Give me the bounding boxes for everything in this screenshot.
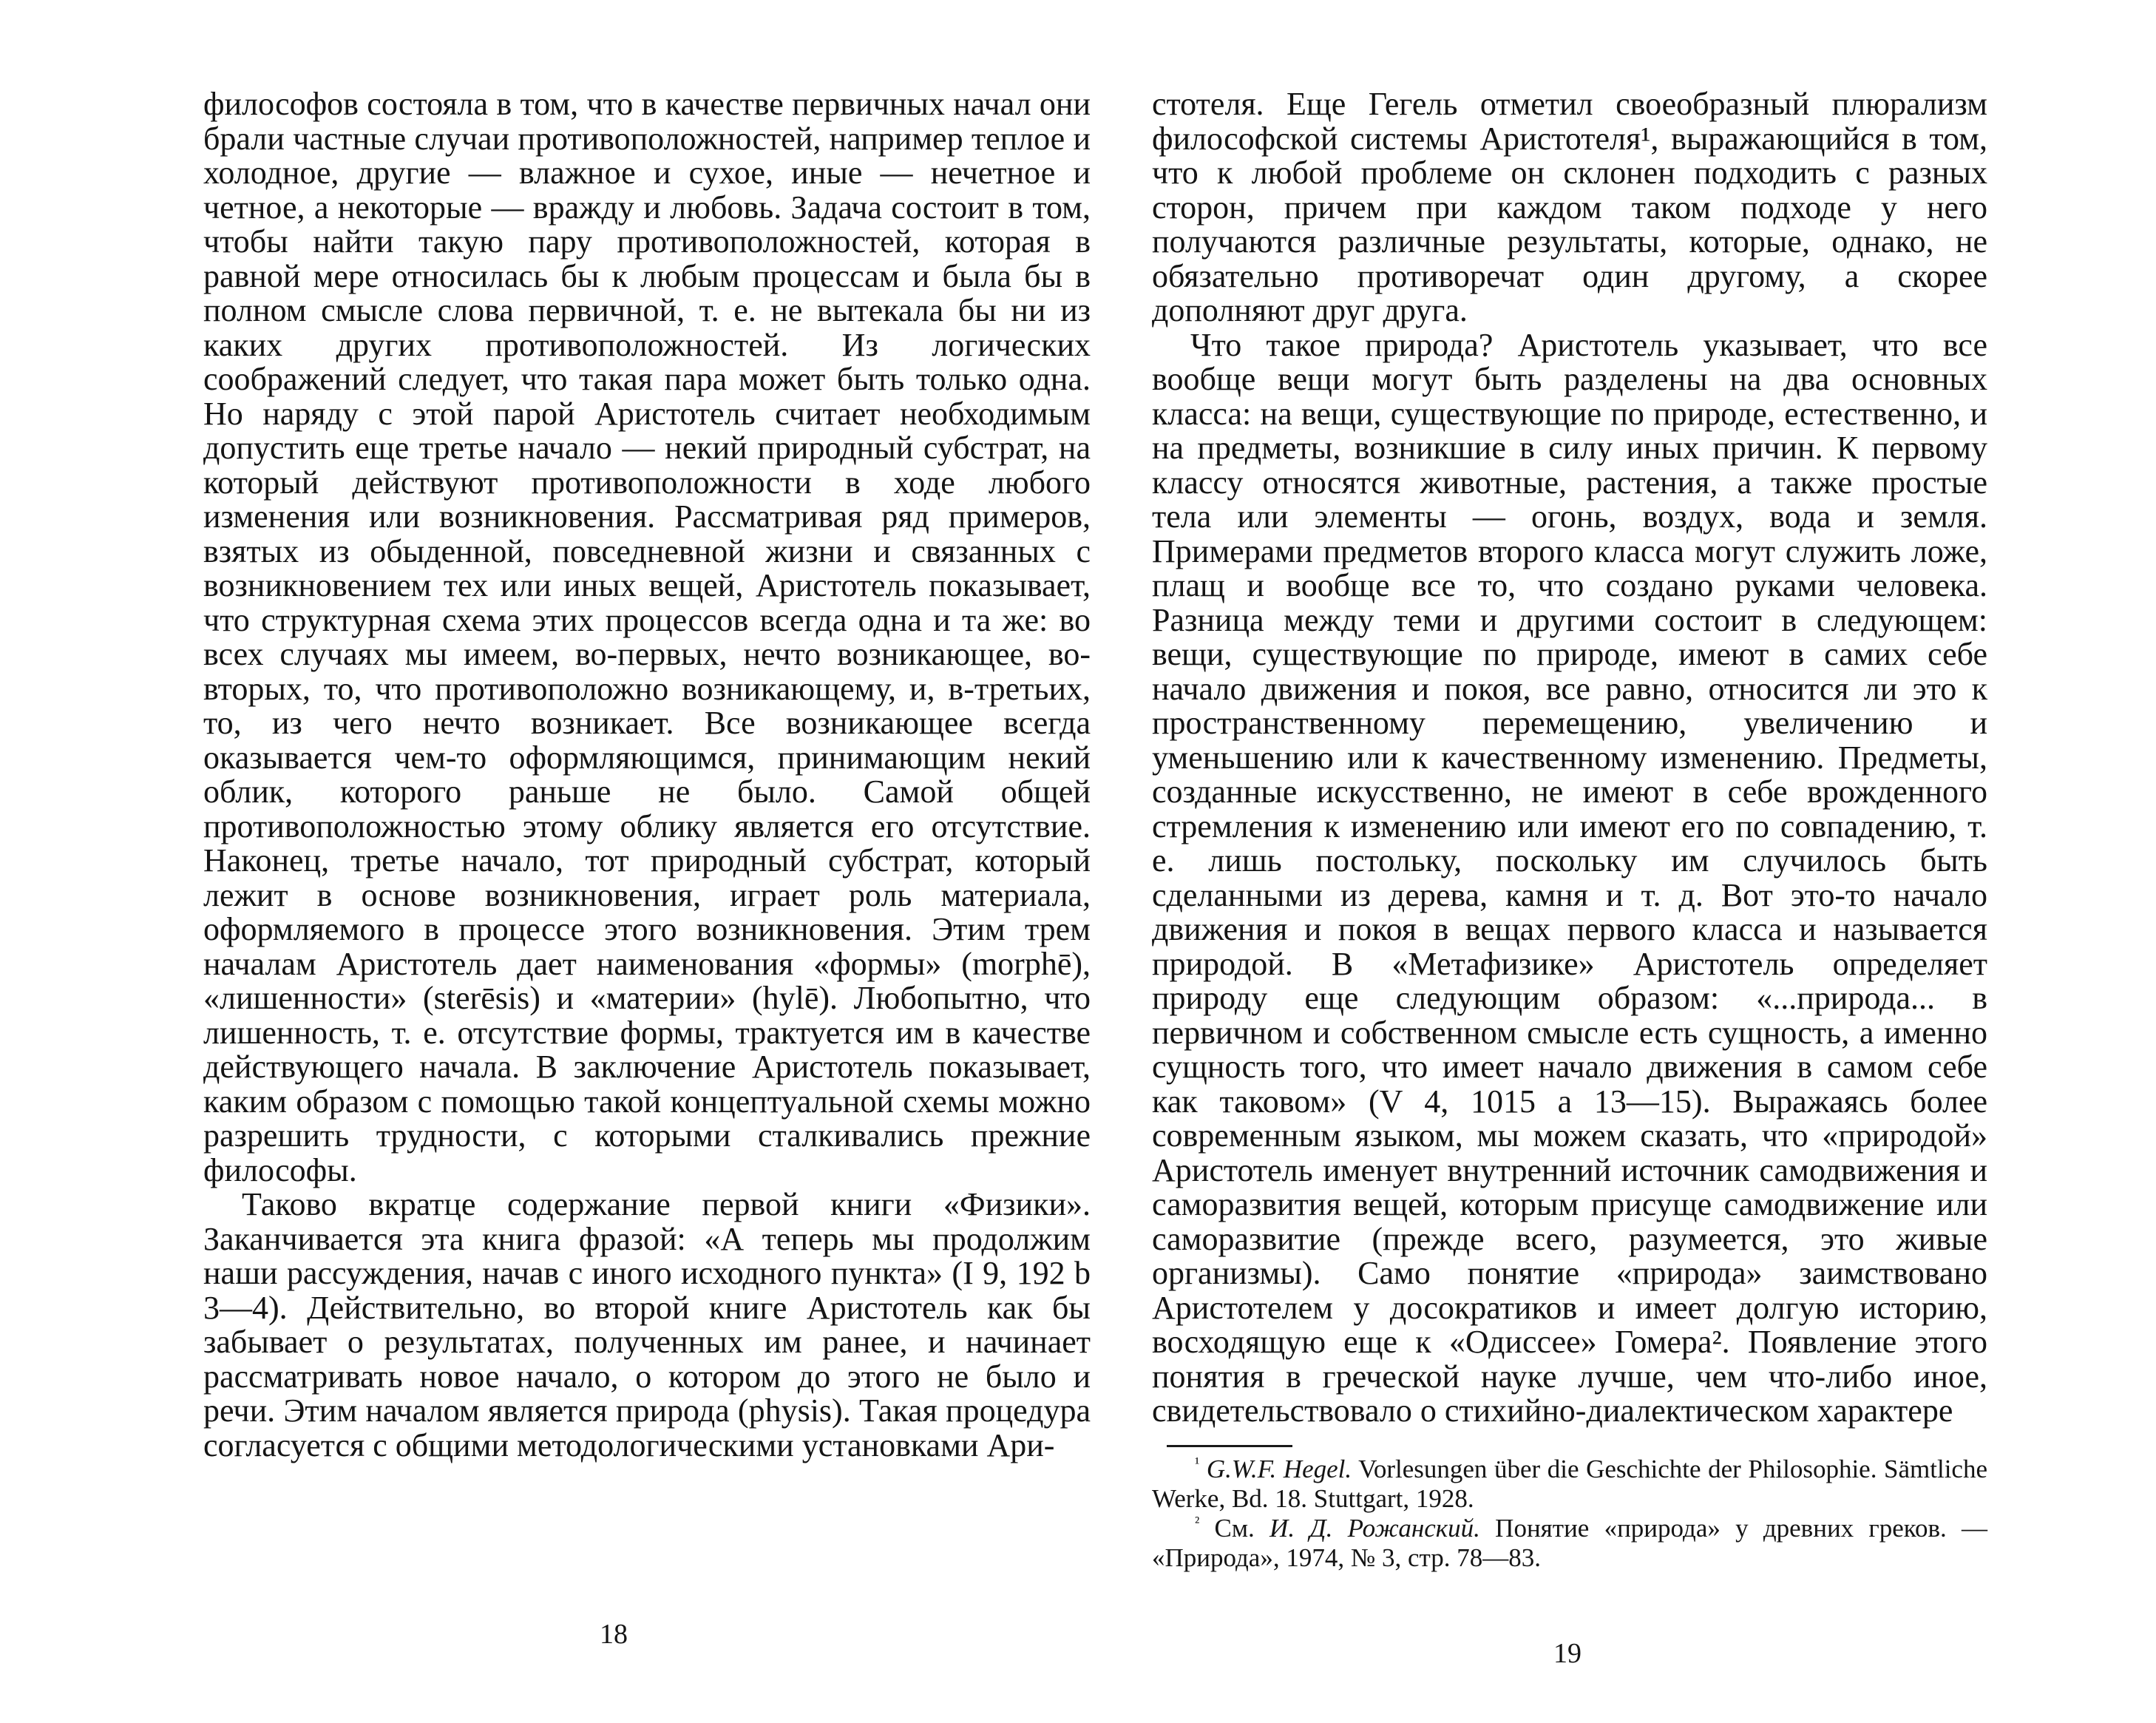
right-page-number: 19 — [1553, 1638, 1582, 1669]
left-paragraph-2: Таково вкратце содержание первой книги «Физики». Заканчивается эта книга фразой: «А теперь мы продолжим наши рассуждения, начав с иного исходного пункта» (I 9, 192 b 3—4). Действительно, во второй книге Аристотель как бы забывает о результатах, полученных им ранее, и начинает рассматривать новое начало, о котором до этого не было и речи. Этим началом является природа (physis). Такая процедура согласуется с общими методологическими установками Ари- — [203, 1186, 1091, 1463]
footnote-1-marker: ¹ — [1195, 1453, 1200, 1472]
footnote-2-prefix: См. — [1214, 1513, 1255, 1543]
footnote-2 — [1152, 1514, 1987, 1573]
footnote-2-marker: ² — [1195, 1512, 1200, 1531]
right-page — [1152, 87, 1987, 1573]
left-page — [203, 87, 1091, 1463]
left-paragraph-1: философов состояла в том, что в качестве первичных начал они брали частные случаи противоположностей, например теплое и холодное, другие — влажное и сухое, иные — нечетное и четное, а некоторые — вражду и любовь. Задача состоит в том, чтобы найти такую пару противоположностей, которая в равной мере относилась бы к любым процессам и была бы в полном смысле слова первичной, т. е. не вытекала бы ни из каких других противоположностей. Из логических соображений следует, что такая пара может быть только одна. Но наряду с этой парой Аристотель считает необходимым допустить еще третье начало — некий природный субстрат, на который действуют противоположности в ходе любого изменения или возникновения. Рассматривая ряд примеров, взятых из обыденной, повседневной жизни и связанных с возникновением тех или иных вещей, Аристотель показывает, что структурная схема этих процессов всегда одна и та же: во всех случаях мы имеем, во-первых, нечто возникающее, во-вторых, то, что противоположно возникающему, и, в-третьих, то, из чего нечто возникает. Все возникающее всегда оказывается чем-то оформляющимся, принимающим некий облик, которого раньше не было. Самой общей противоположностью этому облику является его отсутствие. Наконец, третье начало, тот природный субстрат, который лежит в основе возникновения, играет роль материала, оформляемого в процессе этого возникновения. Этим трем началам Аристотель дает наименования «формы» (morphē), «лишенности» (sterēsis) и «материи» (hylē). Любопытно, что лишенность, т. е. отсутствие формы, трактуется им в качестве действующего начала. В заключение Аристотель показывает, каким образом с помощью такой концептуальной схемы можно разрешить трудности, с которыми сталкивались прежние философы. — [203, 86, 1091, 1188]
footnote-1-text: Vorlesungen über die Geschichte der Philosophie. Sämtliche Werke, Bd. 18. Stuttgart, 1928. — [1152, 1454, 1987, 1513]
footnote-1-author: G.W.F. Hegel. — [1206, 1454, 1352, 1483]
footnote-1 — [1152, 1455, 1987, 1514]
right-paragraph-2: Что такое природа? Аристотель указывает, что все вообще вещи могут быть разделены на два основных класса: на вещи, существующие по природе, естественно, и на предметы, возникшие в силу иных причин. К первому классу относятся животные, растения, а также простые тела или элементы — огонь, воздух, вода и земля. Примерами предметов второго класса могут служить ложе, плащ и вообще все то, что создано руками человека. Разница между теми и другими состоит в следующем: вещи, существующие по природе, имеют в самих себе начало движения и покоя, все равно, относится ли это к пространственному перемещению, увеличению и уменьшению или к качественному изменению. Предметы, созданные искусственно, не имеют в себе врожденного стремления к изменению или имеют его по совпадению, т. е. лишь постольку, поскольку им случилось быть сделанными из дерева, камня и т. д. Вот это-то начало движения и покоя в вещах первого класса и называется природой. В «Метафизике» Аристотель определяет природу еще следующим образом: «...природа... в первичном и собственном смысле есть сущность, а именно сущность того, что имеет начало движения в самом себе как таковом» (V 4, 1015 a 13—15). Выражаясь более современным языком, мы можем сказать, что «природой» Аристотель именует внутренний источник самодвижения и саморазвития вещей, которым присуще самодвижение или саморазвитие (прежде всего, разумеется, это живые организмы). Само понятие «природа» заимствовано Аристотелем у досократиков и имеет долгую историю, восходящую еще к «Одиссее» Гомера². Появление этого понятия в греческой науке лучше, чем что-либо иное, свидетельствовало о стихийно-диалектическом характере — [1152, 326, 1987, 1429]
footnote-divider — [1167, 1445, 1292, 1447]
left-page-number: 18 — [600, 1619, 628, 1650]
footnote-2-text: Понятие «природа» у древних греков. — «Природа», 1974, № 3, стр. 78—83. — [1152, 1513, 1988, 1572]
footnote-2-author: И. Д. Рожанский. — [1269, 1513, 1480, 1543]
right-paragraph-1: стотеля. Еще Гегель отметил своеобразный плюрализм философской системы Аристотеля¹, выражающийся в том, что к любой проблеме он склонен подходить с разных сторон, причем при каждом таком подходе у него получаются различные результаты, которые, однако, не обязательно противоречат один другому, а скорее дополняют друг друга. — [1152, 86, 1987, 328]
